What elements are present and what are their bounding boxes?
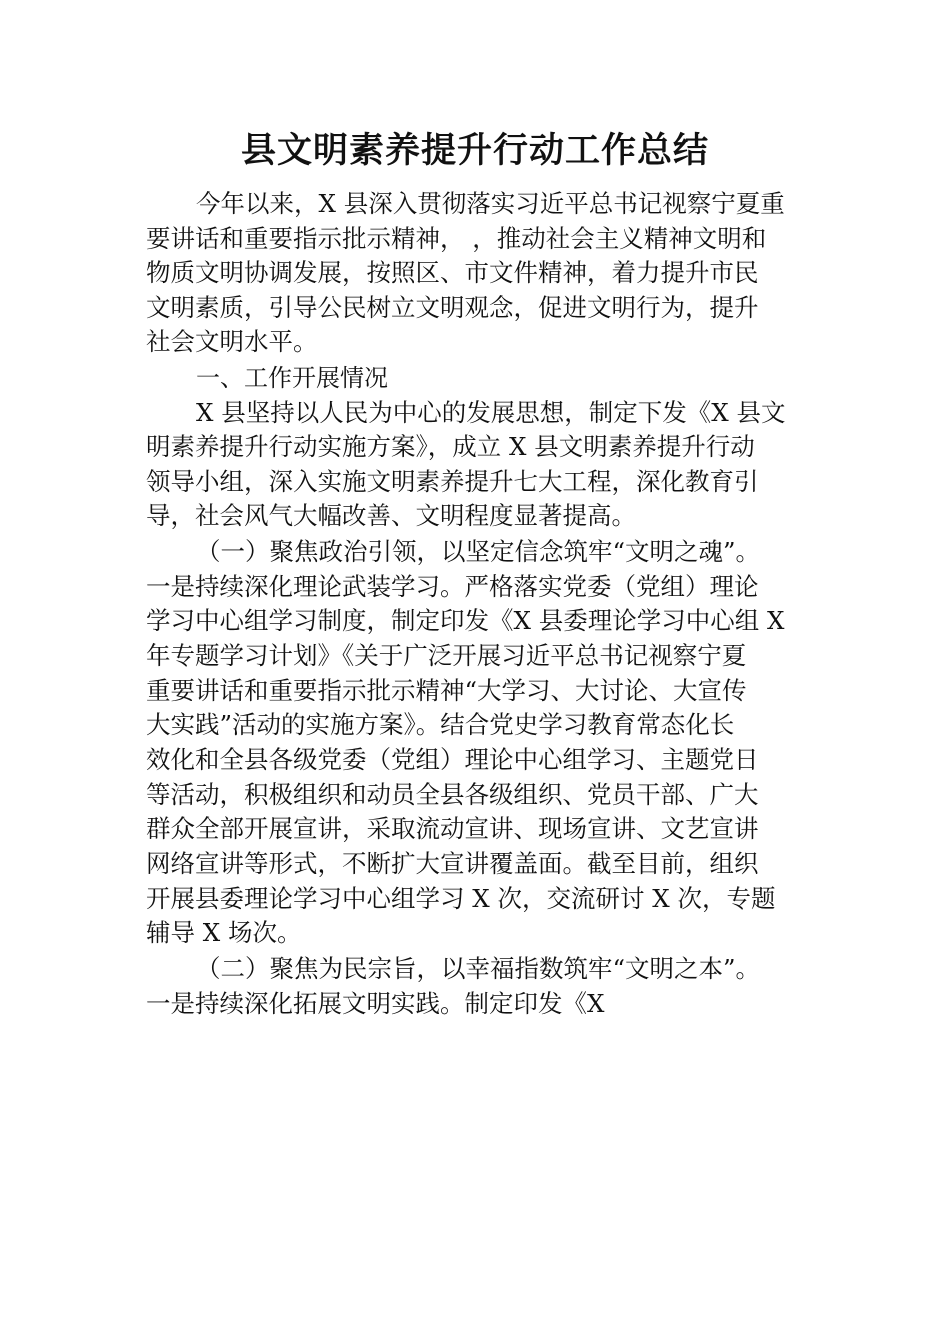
paragraph-line: 辅导 X 场次。 [146,918,302,947]
document-title: 县文明素养提升行动工作总结 [240,130,709,171]
subsection-line: （一）聚焦政治引领，以坚定信念筑牢“文明之魂”。 [196,537,761,566]
paragraph-line: 领导小组，深入实施文明素养提升七大工程，深化教育引 [146,467,759,496]
paragraph-line: 导，社会风气大幅改善、文明程度显著提高。 [146,501,636,530]
paragraph-line: 效化和全县各级党委（党组）理论中心组学习、主题党日 [146,745,759,774]
paragraph-line: 要讲话和重要指示批示精神， ，推动社会主义精神文明和 [146,224,767,253]
paragraph-line: 今年以来，X 县深入贯彻落实习近平总书记视察宁夏重 [196,189,785,218]
paragraph-line: 群众全部开展宣讲，采取流动宣讲、现场宣讲、文艺宣讲 [146,814,759,843]
paragraph-line: 一是持续深化理论武装学习。严格落实党委（党组）理论 [146,572,759,601]
paragraph-line: 大实践”活动的实施方案》。结合党史学习教育常态化长 [146,710,735,739]
paragraph-line: 年专题学习计划》《关于广泛开展习近平总书记视察宁夏 [146,641,747,670]
paragraph-line: 开展县委理论学习中心组学习 X 次，交流研讨 X 次，专题 [146,884,776,913]
paragraph-line: 一是持续深化拓展文明实践。制定印发《X [146,989,605,1018]
paragraph-line: 明素养提升行动实施方案》，成立 X 县文明素养提升行动 [146,432,755,461]
paragraph-line: 社会文明水平。 [146,327,318,356]
paragraph-line: 物质文明协调发展，按照区、市文件精神，着力提升市民 [146,258,759,287]
section-heading: 一、工作开展情况 [196,364,388,392]
paragraph-line: 等活动，积极组织和动员全县各级组织、党员干部、广大 [146,780,759,809]
paragraph-line: 网络宣讲等形式，不断扩大宣讲覆盖面。截至目前，组织 [146,849,759,878]
paragraph-line: 重要讲话和重要指示批示精神“大学习、大讨论、大宣传 [146,676,747,705]
paragraph-line: 文明素质，引导公民树立文明观念，促进文明行为，提升 [146,293,759,322]
paragraph-line: X 县坚持以人民为中心的发展思想，制定下发《X 县文 [196,398,786,427]
subsection-line: （二）聚焦为民宗旨，以幸福指数筑牢“文明之本”。 [196,954,761,983]
paragraph-line: 学习中心组学习制度，制定印发《X 县委理论学习中心组 X [146,606,785,635]
